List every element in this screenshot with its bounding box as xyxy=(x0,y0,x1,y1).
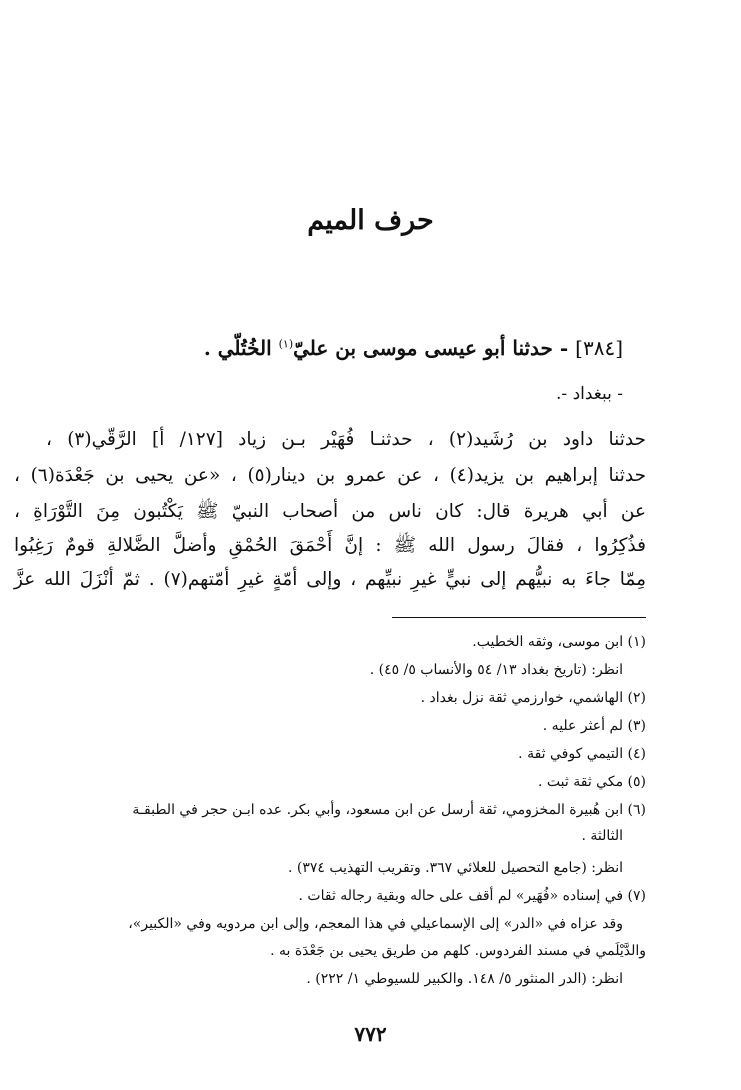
text-line: حدثنا إبراهيم بن يزيد(٤) ، عن عمرو بن دينار(٥) ، «عن يحيى بن جَعْدَة(٦) ، xyxy=(14,465,647,486)
page-number: ٧٧٢ xyxy=(354,1022,387,1046)
footnote: (٢) الهاشمي، خوارزمي ثقة نزل بغداد . xyxy=(420,690,646,706)
footnote: والدَّيْلَمي في مسند الفردوس. كلهم من طريق يحيى بن جَعْدَة به . xyxy=(270,943,646,959)
entry-nisba: الخُتُلّي . xyxy=(203,336,272,360)
entry-footnote-ref: (١) xyxy=(278,337,294,351)
text-line: حدثنا داود بن رُشَيد(٢) ، حدثنـا فُهَيْر بـن زياد [١٢٧/ أ] الرَّقّي(٣) ، xyxy=(46,429,646,450)
footnote: (٦) ابن هُبيرة المخزومي، ثقة أرسل عن ابن مسعود، وأبي بكر. عده ابـن حجر في الطبقـة xyxy=(132,802,646,818)
footnote: (١) ابن موسى، وثقه الخطيب. xyxy=(472,634,646,650)
footnote: (٤) التيمي كوفي ثقة . xyxy=(518,746,646,762)
entry-number: [٣٨٤] xyxy=(575,336,623,360)
footnote: انظر: (جامع التحصيل للعلائي ٣٦٧. وتقريب التهذيب ٣٧٤) . xyxy=(287,860,623,876)
footnote-separator xyxy=(392,617,646,618)
footnote: (٥) مكي ثقة ثبت . xyxy=(538,774,646,790)
text-line: مِمّا جاءَ به نبيُّهم إلى نبيٍّ غيرِ نبيِّهم ، وإلى أمّةٍ غيرِ أمّتهم(٧) . ثمّ أنْزَلَ الله عزَّ xyxy=(14,569,646,590)
entry-heading xyxy=(103,336,623,360)
footnote: (٧) في إسناده «فُهَير» لم أقف على حاله وبقية رجاله ثقات . xyxy=(298,888,646,904)
footnote: وقد عزاه في «الدر» إلى الإسماعيلي في هذا المعجم، وإلى ابن مردويه وفي «الكبير»، xyxy=(128,916,623,932)
footnote: (٣) لم أعثر عليه . xyxy=(542,718,646,734)
entry-name: - حدثنا أبو عيسى موسى بن عليّ xyxy=(293,336,569,360)
entry-place: - ببغداد -. xyxy=(556,384,623,404)
footnote: الثالثة . xyxy=(581,828,623,844)
text-line: فذُكِرُوا ، فقالَ رسول الله ﷺ : إنَّ أَحْمَقَ الحُمْقِ وأضلَّ الضَّلالةِ قومٌ رَغِبُوا xyxy=(14,535,646,556)
text-line: عن أبي هريرة قال: كان ناس من أصحاب النبيّ ﷺ يَكْتُبون مِنَ التَّوْرَاةِ ، xyxy=(14,501,646,522)
footnote: انظر: (تاريخ بغداد ١٣/ ٥٤ والأنساب ٥/ ٤٥) . xyxy=(369,662,623,678)
footnote: انظر: (الدر المنثور ٥/ ١٤٨. والكبير للسيوطي ١/ ٢٢٢) . xyxy=(306,971,623,987)
chapter-title: حرف الميم xyxy=(307,205,434,236)
